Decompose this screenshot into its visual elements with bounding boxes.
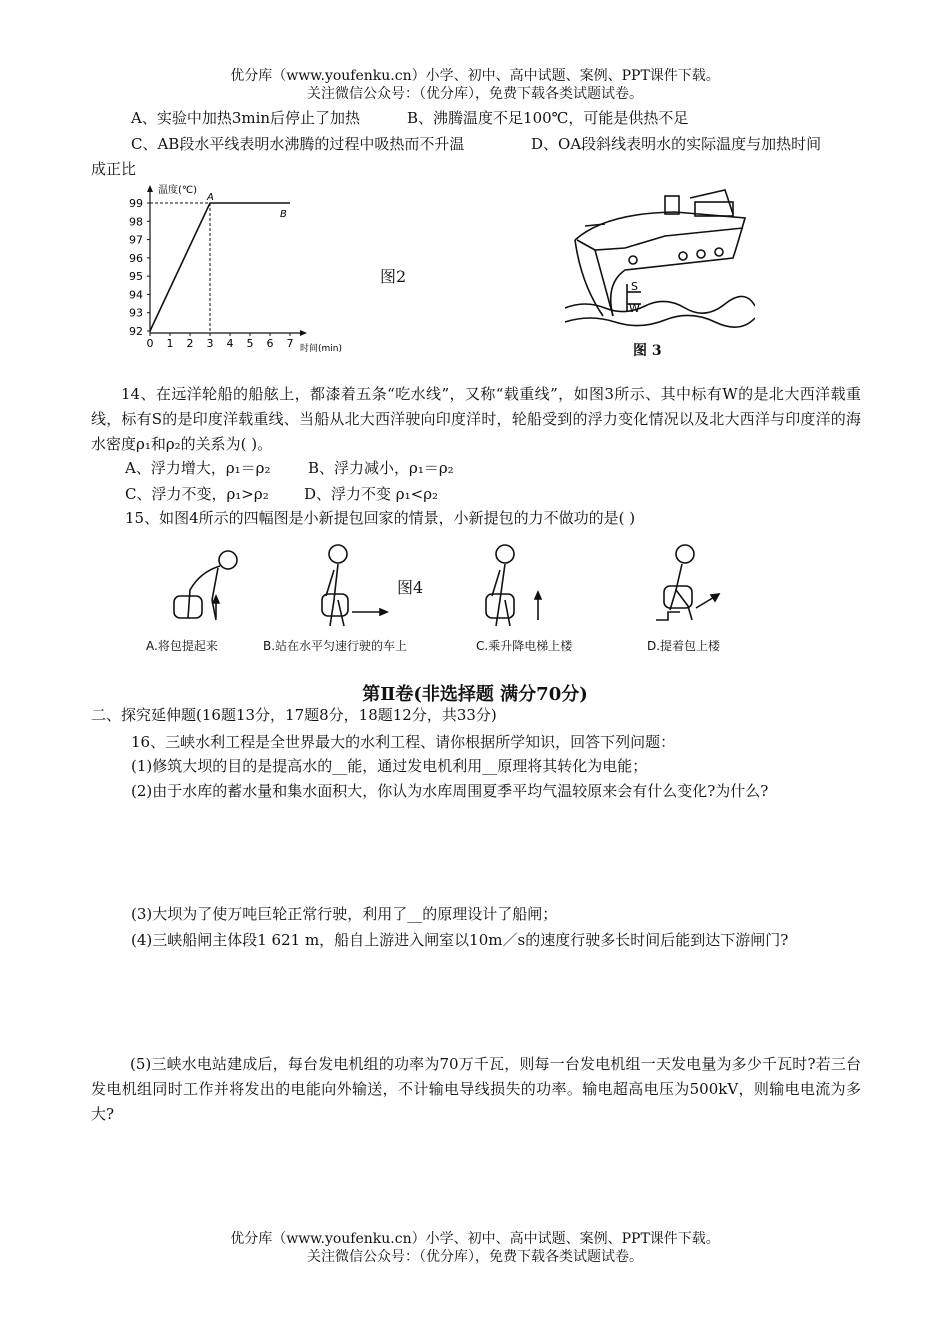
figure-4-caption-a: A.将包提起来 — [146, 639, 218, 653]
figure-3-label: 图 3 — [633, 343, 662, 359]
figure-4-label: 图4 — [397, 578, 424, 597]
panel-b-figure — [322, 545, 387, 626]
x-tick-label: 3 — [206, 337, 214, 350]
point-a-label: A — [207, 192, 214, 203]
ship-hull-top — [575, 212, 745, 316]
x-tick-label: 6 — [266, 337, 274, 350]
x-tick-label: 4 — [226, 337, 234, 350]
q13-option-d-cont: 成正比 — [91, 160, 137, 178]
y-tick-label: 95 — [129, 270, 143, 284]
q14-option-c: C、浮力不变，ρ₁>ρ₂ — [125, 485, 269, 503]
ship-porthole-3 — [715, 248, 723, 256]
load-line-s-label: S — [631, 280, 638, 293]
q14-option-b: B、浮力减小，ρ₁＝ρ₂ — [308, 459, 454, 477]
x-tick-label: 2 — [186, 337, 194, 350]
y-axis-arrow — [147, 185, 153, 192]
q14-option-a: A、浮力增大，ρ₁＝ρ₂ — [125, 459, 271, 477]
q16-part-1: (1)修筑大坝的目的是提高水的__能，通过发电机利用__原理将其转化为电能； — [131, 757, 648, 775]
y-tick-label: 92 — [129, 325, 143, 338]
ship-deck-line — [577, 228, 743, 250]
ship-anchor — [629, 256, 637, 264]
point-b-label: B — [280, 209, 287, 220]
ship-porthole-1 — [679, 252, 687, 260]
ship-porthole-2 — [697, 250, 705, 258]
q16-part-2: (2)由于水库的蓄水量和集水面积大，你认为水库周围夏季平均气温较原来会有什么变化?为什么? — [131, 782, 769, 800]
page-header — [0, 67, 950, 103]
section-2-heading: 二、探究延伸题(16题13分，17题8分，18题12分，共33分) — [91, 706, 497, 724]
x-axis-label: 时间(min) — [300, 344, 342, 354]
x-tick-label: 7 — [286, 337, 294, 350]
load-line-w-label: W — [629, 302, 640, 315]
panel-a-figure — [174, 551, 237, 620]
y-axis-label: 温度(℃) — [158, 185, 198, 196]
figure-4-caption-d: D.提着包上楼 — [647, 639, 721, 653]
y-tick-label: 93 — [129, 306, 143, 320]
x-tick-label: 1 — [166, 337, 174, 350]
q16-part-4: (4)三峡船闸主体段1 621 m，船自上游进入闸室以10m／s的速度行驶多长时间后能到达下游闸门? — [131, 931, 789, 949]
section-2-title: 第Ⅱ卷(非选择题 满分70分) — [362, 684, 588, 705]
figure-4-panels — [140, 540, 780, 635]
x-tick-label: 5 — [246, 337, 254, 350]
y-tick-label: 96 — [129, 251, 143, 265]
y-tick-label: 97 — [129, 233, 143, 247]
x-tick-label: 0 — [146, 337, 154, 350]
q13-option-c: C、AB段水平线表明水沸腾的过程中吸热而不升温 — [131, 135, 465, 153]
q14-stem: 14、在远洋轮船的船舷上，都漆着五条“吃水线”，又称“载重线”，如图3所示、其中标有W的是北大西洋载重线，标有S的是印度洋载重线、当船从北大西洋驶向印度洋时，轮船受到的浮力变化情况以及北大西洋与印度洋的海水密度ρ₁和ρ₂的关系为( )。 — [91, 385, 861, 453]
x-axis-arrow — [300, 330, 307, 336]
water-wave-2 — [565, 315, 755, 327]
q16-part-3: (3)大坝为了使万吨巨轮正常行驶，利用了__的原理设计了船闸； — [131, 905, 558, 923]
q13-option-d: D、OA段斜线表明水的实际温度与加热时间 — [531, 135, 822, 153]
footer-line-1: 优分库（www.youfenku.cn）小学、初中、高中试题、案例、PPT课件下载。 — [230, 1231, 720, 1247]
figure-3-ship — [565, 188, 755, 338]
header-line-1: 优分库（www.youfenku.cn）小学、初中、高中试题、案例、PPT课件下载。 — [230, 68, 720, 84]
figure-2-chart — [128, 183, 358, 358]
footer-line-2: 关注微信公众号：（优分库），免费下载各类试题试卷。 — [307, 1249, 643, 1265]
header-line-2: 关注微信公众号：（优分库），免费下载各类试题试卷。 — [307, 86, 643, 102]
q13-option-a: A、实验中加热3min后停止了加热 — [131, 109, 361, 127]
q13-option-b: B、沸腾温度不足100℃，可能是供热不足 — [407, 109, 689, 127]
figure-4-caption-b: B.站在水平匀速行驶的车上 — [263, 639, 408, 653]
q16-part-5: (5)三峡水电站建成后，每台发电机组的功率为70万千瓦，则每一台发电机组一天发电量为多少千瓦时?若三台发电机组同时工作并将发出的电能向外输送，不计输电导线损失的功率。输电超高电压为500kV，则输电电流为多大? — [91, 1055, 861, 1123]
series-line-oab — [150, 203, 290, 331]
y-tick-label: 99 — [129, 197, 143, 210]
figure-4-caption-c: C.乘升降电梯上楼 — [476, 639, 573, 653]
q16-intro: 16、三峡水利工程是全世界最大的水利工程、请你根据所学知识，回答下列问题： — [131, 733, 676, 751]
q14-option-d: D、浮力不变 ρ₁<ρ₂ — [304, 485, 439, 503]
y-tick-label: 94 — [129, 288, 143, 302]
page-footer — [0, 1230, 950, 1266]
panel-d-figure — [656, 545, 719, 620]
panel-c-figure — [486, 545, 541, 626]
ship-window-line — [585, 224, 605, 226]
figure-2-label: 图2 — [380, 267, 407, 286]
y-tick-label: 98 — [129, 215, 143, 229]
q15-stem: 15、如图4所示的四幅图是小新提包回家的情景，小新提包的力不做功的是( ) — [125, 509, 636, 527]
